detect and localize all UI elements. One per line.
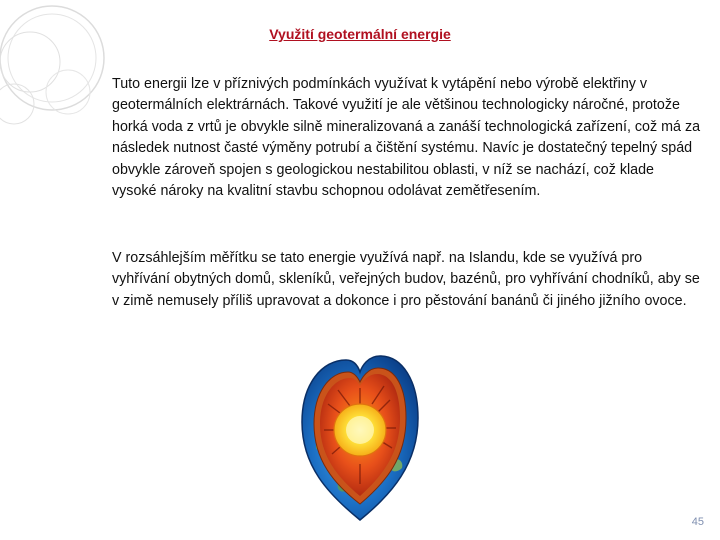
page-number: 45 bbox=[691, 516, 704, 528]
paragraph-iceland-example: V rozsáhlejším měřítku se tato energie využívá např. na Islandu, kde se využívá pro vyhřívání obytných domů, skleníků, veřejných budov, bazénů, pro vyhřívání chodníků, aby se v zimě nemusely příliš upravovat a dokonce i pro pěstování banánů či jiného jižního ovoce. bbox=[112, 250, 700, 309]
earth-core-cutaway-icon bbox=[298, 344, 422, 524]
slide-title: Využití geotermální energie bbox=[269, 26, 451, 42]
decorative-circles bbox=[0, 0, 120, 140]
paragraph-geothermal-use: Tuto energii lze v příznivých podmínkách využívat k vytápění nebo výrobě elektřiny v geotermálních elektrárnách. Takové využití je ale většinou technologicky náročné, protože horká voda z vrtů je obvykle silně mineralizovaná a zanáší technologická zařízení, což má za následek nutnost časté výměny potrubí a čištění systému. Navíc je dostatečný tepelný spád obvykle zároveň spojen s geologickou nestabilitou oblasti, v níž se nachází, což klade vysoké nároky na kvalitní stavbu schopnou odolávat zemětřesením. bbox=[112, 76, 701, 200]
